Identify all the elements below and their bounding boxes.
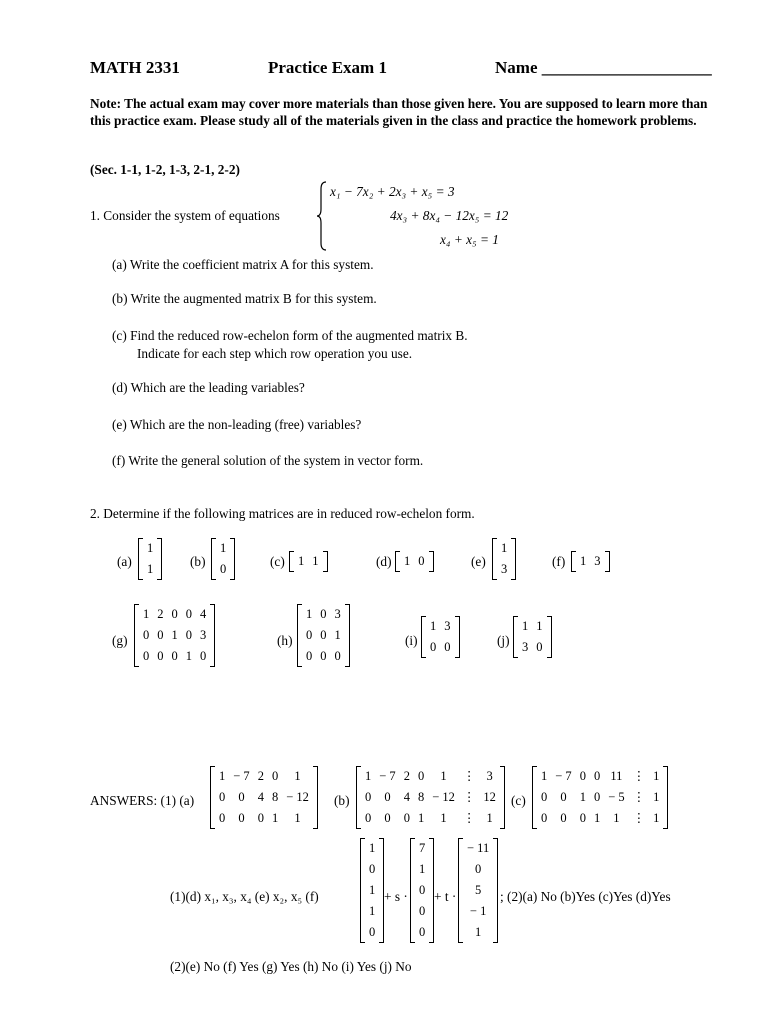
matrix-entry: ⋮ <box>632 769 646 783</box>
matrix-entry: 0 <box>384 790 391 804</box>
matrix-entry: 1 <box>522 619 529 633</box>
matrix-entry: − 1 <box>469 904 487 918</box>
matrix-entry: 3 <box>522 640 529 654</box>
matrix-entry: 0 <box>219 790 226 804</box>
matrix-entry: 0 <box>541 790 548 804</box>
matrix-entry: 1 <box>369 883 376 897</box>
matrix-entry: 3 <box>486 769 493 783</box>
matrix-c <box>289 551 328 572</box>
solution-vector-s <box>410 838 434 943</box>
matrix-entry: 1 <box>147 562 154 576</box>
matrix-entry: 1 <box>365 769 372 783</box>
matrix-entry: 0 <box>171 649 178 663</box>
answers-label: ANSWERS: (1) (a) <box>90 793 195 808</box>
answers-label-c: (c) <box>511 793 526 808</box>
system-brace <box>316 181 328 251</box>
matrix-entry: 1 <box>171 628 178 642</box>
matrix-entry: 1 <box>419 862 426 876</box>
q2-label-f: (f) <box>552 554 566 569</box>
q2-label-a: (a) <box>117 554 132 569</box>
q2-label-j: (j) <box>497 633 510 648</box>
matrix-entry: 1 <box>613 811 620 825</box>
matrix-g <box>134 604 215 667</box>
answer-matrix-1c <box>532 766 668 829</box>
matrix-entry: 0 <box>143 628 150 642</box>
q2-label-e: (e) <box>471 554 486 569</box>
matrix-entry: 0 <box>271 769 279 783</box>
exam-title: Practice Exam 1 <box>268 58 387 77</box>
matrix-entry: 0 <box>417 769 425 783</box>
matrix-entry: 2 <box>157 607 164 621</box>
matrix-entry: 0 <box>157 649 164 663</box>
solution-vector-0 <box>360 838 384 943</box>
sections-covered: (Sec. 1-1, 1-2, 1-3, 2-1, 2-2) <box>90 162 240 177</box>
exam-note: Note: The actual exam may cover more materials than those given here. You are supposed to learn more than this practice exam. Please study all of the materials given in the class and practice the homework problems. <box>90 96 708 128</box>
matrix-entry: 1 <box>474 925 482 939</box>
matrix-entry: 5 <box>474 883 482 897</box>
matrix-entry: 0 <box>334 649 341 663</box>
q2-label-b: (b) <box>190 554 206 569</box>
matrix-entry: 0 <box>185 607 192 621</box>
matrix-entry: 1 <box>536 619 543 633</box>
matrix-entry: 4 <box>200 607 207 621</box>
matrix-entry: 3 <box>200 628 207 642</box>
q1-part-c-cont: Indicate for each step which row operation you use. <box>137 346 413 361</box>
matrix-entry: 1 <box>219 769 226 783</box>
matrix-entry: 0 <box>238 790 245 804</box>
matrix-entry: 1 <box>440 811 447 825</box>
matrix-entry: 1 <box>580 554 587 568</box>
matrix-entry: 0 <box>560 790 567 804</box>
matrix-entry: 1 <box>220 541 227 555</box>
matrix-entry: − 5 <box>608 790 625 804</box>
matrix-entry: 0 <box>579 811 586 825</box>
matrix-entry: 1 <box>417 811 425 825</box>
matrix-entry: 1 <box>369 841 376 855</box>
matrix-entry: 11 <box>610 769 623 783</box>
matrix-entry: 0 <box>384 811 391 825</box>
matrix-j <box>513 616 552 658</box>
matrix-h <box>297 604 350 667</box>
solution-vector-t <box>458 838 498 943</box>
matrix-entry: 8 <box>417 790 425 804</box>
q1-part-a: (a) Write the coefficient matrix A for this system. <box>112 257 374 272</box>
q1-part-d: (d) Which are the leading variables? <box>112 380 305 395</box>
matrix-entry: 1 <box>294 769 301 783</box>
matrix-entry: 0 <box>444 640 451 654</box>
matrix-entry: 0 <box>365 790 372 804</box>
matrix-entry: 1 <box>312 554 319 568</box>
matrix-entry: 0 <box>171 607 178 621</box>
matrix-entry: − 7 <box>555 769 572 783</box>
matrix-entry: 0 <box>306 649 313 663</box>
matrix-entry: 0 <box>593 769 601 783</box>
matrix-entry: 0 <box>185 628 192 642</box>
matrix-entry: 1 <box>404 554 411 568</box>
matrix-entry: ⋮ <box>632 811 646 825</box>
matrix-entry: 0 <box>418 554 425 568</box>
matrix-entry: 1 <box>147 541 154 555</box>
equation-3: x₄ + x₅ = 1 <box>440 232 499 247</box>
matrix-entry: 3 <box>444 619 451 633</box>
matrix-e <box>492 538 516 580</box>
matrix-entry: 0 <box>157 628 164 642</box>
matrix-entry: 0 <box>536 640 543 654</box>
q2-label-h: (h) <box>277 633 293 648</box>
matrix-entry: 0 <box>419 904 426 918</box>
equation-1: x₁ − 7x₂ + 2x₃ + x₅ = 3 <box>330 184 455 199</box>
matrix-entry: 0 <box>306 628 313 642</box>
matrix-entry: 1 <box>541 769 548 783</box>
matrix-a <box>138 538 162 580</box>
matrix-entry: ⋮ <box>462 811 476 825</box>
matrix-entry: 0 <box>238 811 245 825</box>
matrix-entry: 4 <box>403 790 410 804</box>
matrix-entry: 1 <box>486 811 493 825</box>
matrix-entry: 2 <box>257 769 264 783</box>
matrix-entry: 0 <box>320 628 327 642</box>
matrix-entry: 1 <box>334 628 341 642</box>
matrix-d <box>395 551 434 572</box>
matrix-entry: 7 <box>419 841 426 855</box>
matrix-entry: 1 <box>579 790 586 804</box>
matrix-entry: 0 <box>419 925 426 939</box>
matrix-entry: 1 <box>271 811 279 825</box>
answers-2e-2j: (2)(e) No (f) Yes (g) Yes (h) No (i) Yes (j) No <box>170 959 412 974</box>
matrix-entry: 0 <box>579 769 586 783</box>
matrix-entry: ⋮ <box>462 769 476 783</box>
matrix-entry: 8 <box>271 790 279 804</box>
q2-label-i: (i) <box>405 633 418 648</box>
matrix-entry: 1 <box>306 607 313 621</box>
matrix-entry: 1 <box>653 769 660 783</box>
matrix-entry: 0 <box>369 862 376 876</box>
matrix-entry: 0 <box>474 862 482 876</box>
matrix-entry: − 11 <box>467 841 490 855</box>
q1-part-b: (b) Write the augmented matrix B for this system. <box>112 291 377 306</box>
matrix-entry: 1 <box>143 607 150 621</box>
equation-2: 4x₃ + 8x₄ − 12x₅ = 12 <box>390 208 509 223</box>
matrix-entry: 0 <box>369 925 376 939</box>
matrix-entry: − 7 <box>233 769 250 783</box>
matrix-entry: 0 <box>419 883 426 897</box>
answers-2a-2d: ; (2)(a) No (b)Yes (c)Yes (d)Yes <box>500 889 671 904</box>
q1-part-e: (e) Which are the non-leading (free) variables? <box>112 417 362 432</box>
matrix-entry: 0 <box>560 811 567 825</box>
q2-intro: 2. Determine if the following matrices are in reduced row-echelon form. <box>90 506 475 521</box>
answers-label-b: (b) <box>334 793 350 808</box>
matrix-entry: 1 <box>593 811 601 825</box>
matrix-entry: 1 <box>369 904 376 918</box>
answers-1d-1f: (1)(d) x₁, x₃, x₄ (e) x₂, x₅ (f) <box>170 889 319 904</box>
course-code: MATH 2331 <box>90 58 180 77</box>
q2-label-c: (c) <box>270 554 285 569</box>
matrix-entry: 0 <box>365 811 372 825</box>
matrix-entry: 0 <box>430 640 437 654</box>
matrix-entry: − 12 <box>432 790 455 804</box>
matrix-f <box>571 551 610 572</box>
q1-intro: 1. Consider the system of equations <box>90 208 280 223</box>
matrix-entry: 1 <box>653 790 660 804</box>
q2-label-g: (g) <box>112 633 128 648</box>
q2-label-d: (d) <box>376 554 392 569</box>
matrix-entry: 0 <box>220 562 227 576</box>
matrix-entry: 3 <box>594 554 601 568</box>
matrix-entry: 0 <box>143 649 150 663</box>
matrix-entry: − 12 <box>286 790 309 804</box>
matrix-entry: 0 <box>403 811 410 825</box>
answer-matrix-1a <box>210 766 318 829</box>
matrix-entry: 0 <box>541 811 548 825</box>
matrix-entry: 0 <box>219 811 226 825</box>
matrix-entry: 1 <box>185 649 192 663</box>
matrix-entry: 1 <box>298 554 305 568</box>
matrix-entry: 2 <box>403 769 410 783</box>
answer-matrix-1b <box>356 766 505 829</box>
matrix-entry: 1 <box>294 811 301 825</box>
matrix-i <box>421 616 460 658</box>
matrix-entry: − 7 <box>379 769 396 783</box>
matrix-entry: 0 <box>320 649 327 663</box>
matrix-b <box>211 538 235 580</box>
matrix-entry: 1 <box>653 811 660 825</box>
matrix-entry: 3 <box>501 562 508 576</box>
plus-s: + s · <box>384 889 408 904</box>
plus-t: + t · <box>434 889 457 904</box>
matrix-entry: 4 <box>257 790 264 804</box>
matrix-entry: 0 <box>200 649 207 663</box>
matrix-entry: 1 <box>440 769 447 783</box>
name-field: Name ____________________ <box>495 58 712 77</box>
matrix-entry: 1 <box>430 619 437 633</box>
matrix-entry: 0 <box>257 811 264 825</box>
matrix-entry: 1 <box>501 541 508 555</box>
matrix-entry: 0 <box>320 607 327 621</box>
matrix-entry: ⋮ <box>632 790 646 804</box>
matrix-entry: ⋮ <box>462 790 476 804</box>
q1-part-c: (c) Find the reduced row-echelon form of the augmented matrix B. <box>112 328 468 343</box>
q1-part-f: (f) Write the general solution of the system in vector form. <box>112 453 424 468</box>
matrix-entry: 0 <box>593 790 601 804</box>
matrix-entry: 12 <box>483 790 496 804</box>
matrix-entry: 3 <box>334 607 341 621</box>
